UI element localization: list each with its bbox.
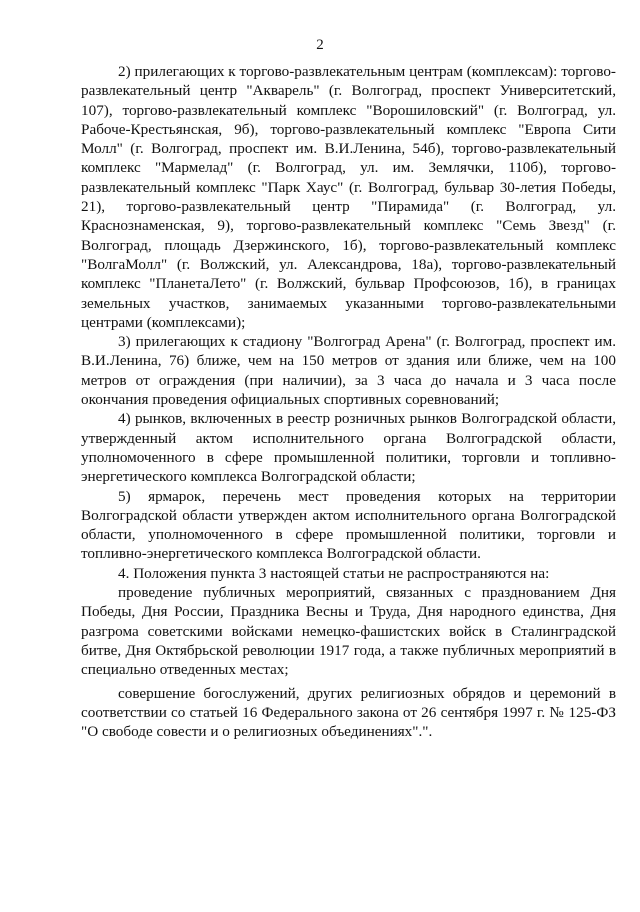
paragraph-public-events-exception: проведение публичных мероприятий, связанных с празднованием Дня Победы, Дня России, Праздника Весны и Труда, Дня народного единства, Дня разгрома советскими войсками немецко-фашистских войск в Сталинградской битве, Дня Октябрьской революции 1917 года, а также публичных мероприятий в специально отведенных местах; xyxy=(81,584,616,679)
paragraph-clause-4-heading: 4. Положения пункта 3 настоящей статьи не распространяются на: xyxy=(118,564,550,582)
paragraph-item-3-stadium: 3) прилегающих к стадиону "Волгоград Арена" (г. Волгоград, проспект им. В.И.Ленина, 76) ближе, чем на 150 метров от здания или ближе, чем на 100 метров от ограждения (при наличии), за 3 часа до начала и 3 часа после окончания проведения официальных спортивных соревнований; xyxy=(81,333,616,409)
paragraph-item-4-markets: 4) рынков, включенных в реестр розничных рынков Волгоградской области, утвержденный актом исполнительного органа Волгоградской области, уполномоченного в сфере промышленной политики, торговли и топливно-энергетического комплекса Волгоградской области; xyxy=(81,410,616,486)
document-body xyxy=(81,62,616,741)
paragraph-item-5-fairs: 5) ярмарок, перечень мест проведения которых на территории Волгоградской области утвержден актом исполнительного органа Волгоградской области, уполномоченного в сфере промышленной политики, торговли и топливно-энергетического комплекса Волгоградской области. xyxy=(81,487,616,563)
paragraph-religious-services-exception: совершение богослужений, других религиозных обрядов и церемоний в соответствии со статьей 16 Федерального закона от 26 сентября 1997 г. № 125-ФЗ "О свободе совести и о религиозных объединениях".". xyxy=(81,684,616,741)
page-number: 2 xyxy=(316,37,324,53)
paragraph-item-2-shopping-centers: 2) прилегающих к торгово-развлекательным центрам (комплексам): торгово-развлекательный центр "Акварель" (г. Волгоград, проспект Университетский, 107), торгово-развлекательный комплекс "Ворошиловский" (г. Волгоград, ул. Рабоче-Крестьянская, 9б), торгово-развлекательный комплекс "Европа Сити Молл" (г. Волгоград, проспект им. В.И.Ленина, 54б), торгово-развлекательный комплекс "Мармелад" (г. Волгоград, ул. им. Землячки, 110б), торгово-развлекательный комплекс "Парк Хаус" (г. Волгоград, бульвар 30-летия Победы, 21), торгово-развлекательный центр "Пирамида" (г. Волгоград, ул. Краснознаменская, 9), торгово-развлекательный комплекс "Семь Звезд" (г. Волгоград, площадь Дзержинского, 1б), торгово-развлекательный комплекс "ВолгаМолл" (г. Волжский, ул. Александрова, 18а), торгово-развлекательный комплекс "ПланетаЛето" (г. Волжский, бульвар Профсоюзов, 1б), в границах земельных участков, занимаемых указанными торгово-развлекательными центрами (комплексами); xyxy=(81,63,616,331)
